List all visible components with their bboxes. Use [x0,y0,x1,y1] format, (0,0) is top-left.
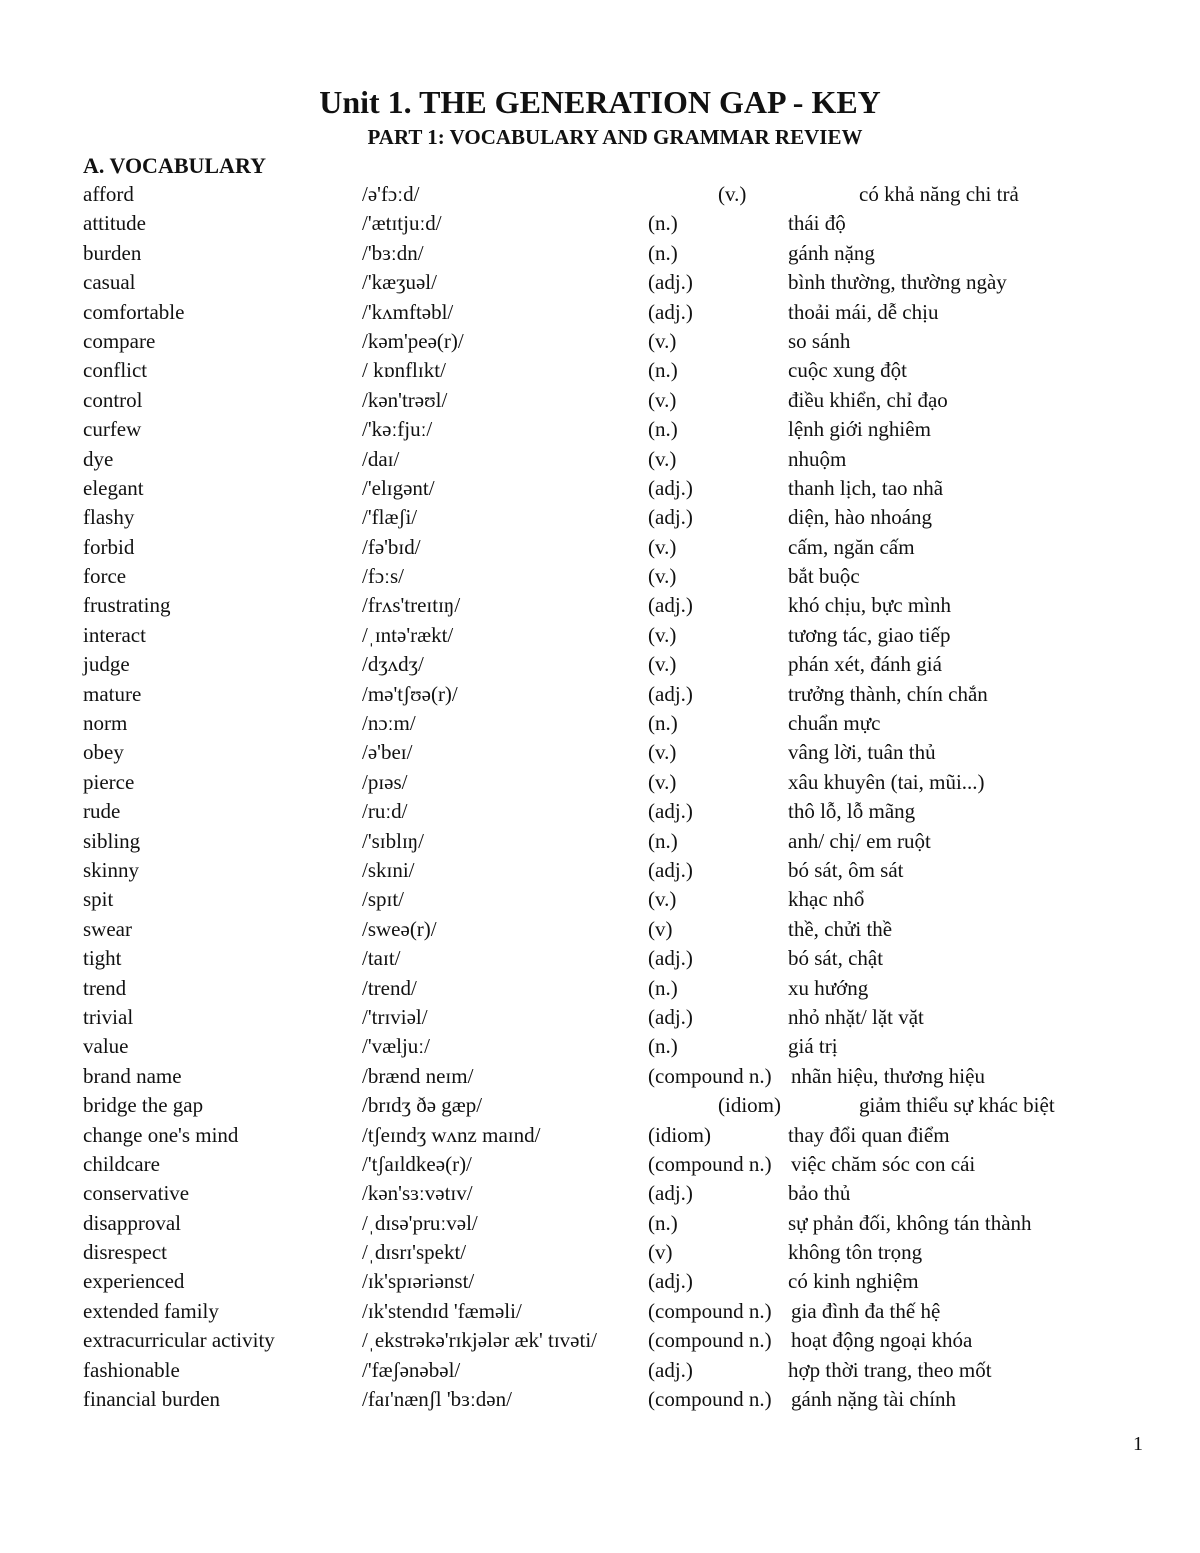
vocab-word: conservative [83,1181,190,1206]
vocab-ipa: / kɒnflɪkt/ [362,358,446,383]
vocab-row [0,1062,1200,1091]
vocab-word: frustrating [83,593,171,618]
vocab-ipa: /'kæʒuəl/ [362,270,437,295]
vocab-pos: (adj.) [648,299,693,324]
vocab-ipa: /spɪt/ [362,887,405,912]
vocab-word: flashy [83,505,135,530]
vocab-pos: (n.) [648,711,678,736]
vocab-word: extended family [83,1298,219,1323]
vocab-pos: (v.) [648,328,677,353]
vocab-meaning: chuẩn mực [788,711,881,736]
vocab-word: rude [83,799,121,824]
vocab-word: burden [83,240,142,265]
vocab-word: swear [83,916,132,941]
vocab-ipa: /ɪk'spɪəriənst/ [362,1269,475,1294]
vocab-row [0,650,1200,679]
vocab-word: skinny [83,857,140,882]
part-heading: PART 1: VOCABULARY AND GRAMMAR REVIEW [367,125,863,149]
vocab-word: brand name [83,1063,182,1088]
vocab-pos: (n.) [648,1034,678,1059]
vocab-pos: (adj.) [648,1004,693,1029]
vocab-row [0,1003,1200,1032]
vocab-pos: (compound n.) [648,1063,772,1088]
vocab-ipa: /'ætɪtjuːd/ [362,211,442,236]
vocab-meaning: thanh lịch, tao nhã [788,475,944,500]
vocab-word: conflict [83,358,148,383]
vocab-meaning: cấm, ngăn cấm [788,534,915,559]
vocab-meaning: vâng lời, tuân thủ [788,740,936,765]
vocab-row [0,915,1200,944]
vocab-meaning: sự phản đối, không tán thành [788,1210,1032,1235]
vocab-meaning: có khả năng chi trả [859,182,1019,206]
vocab-row [0,533,1200,562]
vocab-ipa: /daɪ/ [362,446,400,471]
vocab-ipa: /ˌekstrəkə'rɪkjələr æk' tɪvəti/ [362,1328,597,1353]
vocab-ipa: /'sɪblɪŋ/ [362,828,425,853]
vocab-row [0,1385,1200,1414]
vocab-row [0,974,1200,1003]
vocab-ipa: /ruːd/ [362,799,408,824]
vocab-row [0,503,1200,532]
vocab-word: spit [83,887,114,912]
vocab-pos: (v) [648,1240,673,1265]
vocab-word: casual [83,270,136,295]
vocab-row [0,239,1200,268]
vocab-row [0,591,1200,620]
vocab-word: trivial [83,1004,134,1029]
vocab-pos: (v.) [648,769,677,794]
vocab-row [0,709,1200,738]
vocab-meaning: nhuộm [788,446,847,471]
vocab-ipa: /sweə(r)/ [362,916,437,941]
vocab-word: extracurricular activity [83,1328,275,1353]
vocab-pos: (v.) [718,182,747,206]
vocab-pos: (adj.) [648,475,693,500]
vocab-pos: (v.) [648,446,677,471]
vocab-ipa: /ə'beɪ/ [362,740,413,765]
vocab-pos: (n.) [648,417,678,442]
vocab-word: control [83,387,143,412]
vocab-word: norm [83,711,128,736]
vocab-row [0,797,1200,826]
vocab-pos: (v.) [648,387,677,412]
vocab-meaning: có kinh nghiệm [788,1269,919,1294]
vocab-word: mature [83,681,142,706]
vocab-word: sibling [83,828,141,853]
vocab-ipa: /tʃeɪndʒ wʌnz maɪnd/ [362,1122,541,1147]
vocab-row [0,1032,1200,1061]
vocab-word: interact [83,622,146,647]
vocab-pos: (n.) [648,240,678,265]
vocab-meaning: bảo thủ [788,1181,851,1206]
vocab-row [0,1267,1200,1296]
vocab-ipa: /fə'bɪd/ [362,534,421,559]
vocab-row [0,1238,1200,1267]
vocab-meaning: bắt buộc [788,564,860,589]
vocab-ipa: /'trɪviəl/ [362,1004,428,1029]
vocab-word: childcare [83,1151,160,1176]
vocab-ipa: /kəm'peə(r)/ [362,328,464,353]
vocab-ipa: /kən'sɜːvətɪv/ [362,1181,473,1206]
vocab-word: disapproval [83,1210,181,1235]
vocab-ipa: /pɪəs/ [362,769,408,794]
vocab-pos: (adj.) [648,1269,693,1294]
vocab-pos: (adj.) [648,593,693,618]
vocab-meaning: khạc nhổ [788,887,865,912]
vocab-row [0,944,1200,973]
vocab-meaning: gánh nặng tài chính [791,1387,957,1412]
vocab-pos: (n.) [648,211,678,236]
vocab-pos: (adj.) [648,799,693,824]
vocab-pos: (n.) [648,1210,678,1235]
vocab-ipa: /'kəːfjuː/ [362,417,433,442]
vocab-word: change one's mind [83,1122,239,1147]
vocab-row [0,827,1200,856]
vocab-pos: (v.) [648,534,677,559]
vocab-ipa: /ˌdɪsə'pruːvəl/ [362,1210,478,1235]
vocab-pos: (compound n.) [648,1151,772,1176]
vocab-ipa: /ə'fɔːd/ [362,182,420,206]
vocab-row [0,445,1200,474]
vocab-row [0,1091,1200,1120]
vocab-pos: (v.) [648,887,677,912]
vocab-row [0,1356,1200,1385]
vocab-meaning: điều khiển, chỉ đạo [788,387,948,412]
vocab-pos: (adj.) [648,1357,693,1382]
vocab-ipa: /nɔːm/ [362,711,416,736]
vocab-pos: (v) [648,916,673,941]
vocab-row [0,1209,1200,1238]
vocab-ipa: /ˌɪntə'rækt/ [362,622,454,647]
vocab-word: bridge the gap [83,1093,204,1118]
vocab-pos: (v.) [648,622,677,647]
vocab-ipa: /skɪni/ [362,857,415,882]
vocab-row [0,1297,1200,1326]
vocab-pos: (v.) [648,740,677,765]
vocab-meaning: nhãn hiệu, thương hiệu [791,1063,985,1088]
vocab-word: obey [83,740,124,765]
vocab-meaning: gia đình đa thế hệ [791,1298,941,1323]
vocab-row [0,885,1200,914]
vocab-word: value [83,1034,129,1059]
vocab-row [0,1326,1200,1355]
section-heading: A. VOCABULARY [83,153,266,178]
vocab-word: compare [83,328,156,353]
vocab-row [0,180,1200,209]
vocab-meaning: so sánh [788,328,851,353]
vocab-pos: (compound n.) [648,1387,772,1412]
page-title: Unit 1. THE GENERATION GAP - KEY [319,84,881,120]
vocab-word: pierce [83,769,135,794]
vocab-ipa: /'kʌmftəbl/ [362,299,454,324]
vocab-ipa: /kən'trəʊl/ [362,387,448,412]
vocab-row [0,680,1200,709]
vocab-meaning: xâu khuyên (tai, mũi...) [788,769,985,794]
vocab-ipa: /dʒʌdʒ/ [362,652,424,677]
vocab-meaning: xu hướng [788,975,869,1000]
vocab-word: judge [83,652,130,677]
vocab-meaning: thoải mái, dễ chịu [788,299,939,324]
vocab-ipa: /brænd neɪm/ [362,1063,474,1088]
vocab-word: tight [83,946,122,971]
vocab-pos: (adj.) [648,505,693,530]
vocab-row [0,268,1200,297]
vocab-word: force [83,564,127,589]
vocab-meaning: thay đổi quan điểm [788,1122,950,1147]
vocab-ipa: /'flæʃi/ [362,505,418,530]
vocab-meaning: tương tác, giao tiếp [788,622,951,647]
vocab-ipa: /trend/ [362,975,417,1000]
vocab-ipa: /'fæʃənəbəl/ [362,1357,461,1382]
vocab-row [0,474,1200,503]
vocab-row [0,768,1200,797]
vocab-meaning: khó chịu, bực mình [788,593,952,618]
vocab-meaning: thái độ [788,211,846,236]
vocab-word: fashionable [83,1357,180,1382]
vocab-meaning: lệnh giới nghiêm [788,417,931,442]
vocab-word: elegant [83,475,144,500]
vocab-ipa: /ɪk'stendɪd 'fæməli/ [362,1298,522,1323]
vocab-meaning: việc chăm sóc con cái [791,1151,976,1176]
vocab-meaning: giá trị [788,1034,838,1059]
vocab-pos: (compound n.) [648,1328,772,1353]
vocab-meaning: bó sát, chật [788,946,884,971]
vocab-word: attitude [83,211,146,236]
vocab-pos: (v.) [648,652,677,677]
vocab-pos: (n.) [648,975,678,1000]
vocab-word: curfew [83,417,142,442]
vocab-word: financial burden [83,1387,221,1412]
vocab-word: disrespect [83,1240,167,1265]
vocab-ipa: /'elɪgənt/ [362,475,435,500]
vocab-meaning: cuộc xung đột [788,358,907,383]
vocab-ipa: /fɔːs/ [362,564,404,589]
vocab-meaning: nhỏ nhặt/ lặt vặt [788,1004,924,1029]
vocab-row [0,856,1200,885]
vocab-pos: (v.) [648,564,677,589]
vocab-word: afford [83,182,134,206]
vocab-row [0,386,1200,415]
vocab-row [0,1179,1200,1208]
page-number: 1 [1133,1433,1143,1455]
vocab-pos: (idiom) [648,1122,711,1147]
vocab-word: forbid [83,534,135,559]
vocab-ipa: /'tʃaɪldkeə(r)/ [362,1151,472,1176]
vocab-ipa: /taɪt/ [362,946,401,971]
vocab-row [0,1121,1200,1150]
vocab-pos: (adj.) [648,946,693,971]
vocab-word: dye [83,446,114,471]
vocab-ipa: /frʌs'treɪtɪŋ/ [362,593,461,618]
vocab-meaning: thề, chửi thề [788,916,893,941]
vocab-row [0,1150,1200,1179]
vocab-row [0,209,1200,238]
vocab-ipa: /ˌdɪsrɪ'spekt/ [362,1240,467,1265]
vocab-pos: (idiom) [718,1093,781,1118]
vocab-row [0,327,1200,356]
vocab-row [0,415,1200,444]
vocab-row [0,738,1200,767]
vocab-meaning: không tôn trọng [788,1240,923,1265]
vocab-pos: (adj.) [648,681,693,706]
vocab-ipa: /'væljuː/ [362,1034,430,1059]
vocab-meaning: trưởng thành, chín chắn [788,681,988,706]
vocab-ipa: /brɪdʒ ðə gæp/ [362,1093,483,1118]
vocab-ipa: /faɪ'nænʃl 'bɜːdən/ [362,1387,512,1412]
vocab-pos: (n.) [648,828,678,853]
vocab-pos: (n.) [648,358,678,383]
vocab-pos: (adj.) [648,1181,693,1206]
vocab-meaning: hợp thời trang, theo mốt [788,1357,992,1382]
vocab-meaning: phán xét, đánh giá [788,652,942,677]
vocabulary-list [0,180,1200,1414]
vocab-pos: (adj.) [648,857,693,882]
vocab-pos: (compound n.) [648,1298,772,1323]
vocab-meaning: gánh nặng [788,240,875,265]
vocab-meaning: hoạt động ngoại khóa [791,1328,973,1353]
vocab-meaning: diện, hào nhoáng [788,505,933,530]
vocab-row [0,562,1200,591]
vocab-word: trend [83,975,127,1000]
vocab-row [0,356,1200,385]
vocab-meaning: anh/ chị/ em ruột [788,828,931,853]
vocab-row [0,298,1200,327]
vocab-ipa: /mə'tʃʊə(r)/ [362,681,458,706]
vocab-meaning: thô lỗ, lỗ mãng [788,799,916,824]
vocab-word: experienced [83,1269,185,1294]
vocab-meaning: bình thường, thường ngày [788,270,1007,295]
vocab-word: comfortable [83,299,185,324]
vocab-row [0,621,1200,650]
vocab-meaning: giảm thiểu sự khác biệt [859,1093,1055,1118]
vocab-ipa: /'bɜːdn/ [362,240,424,265]
vocab-pos: (adj.) [648,270,693,295]
vocab-meaning: bó sát, ôm sát [788,857,904,882]
